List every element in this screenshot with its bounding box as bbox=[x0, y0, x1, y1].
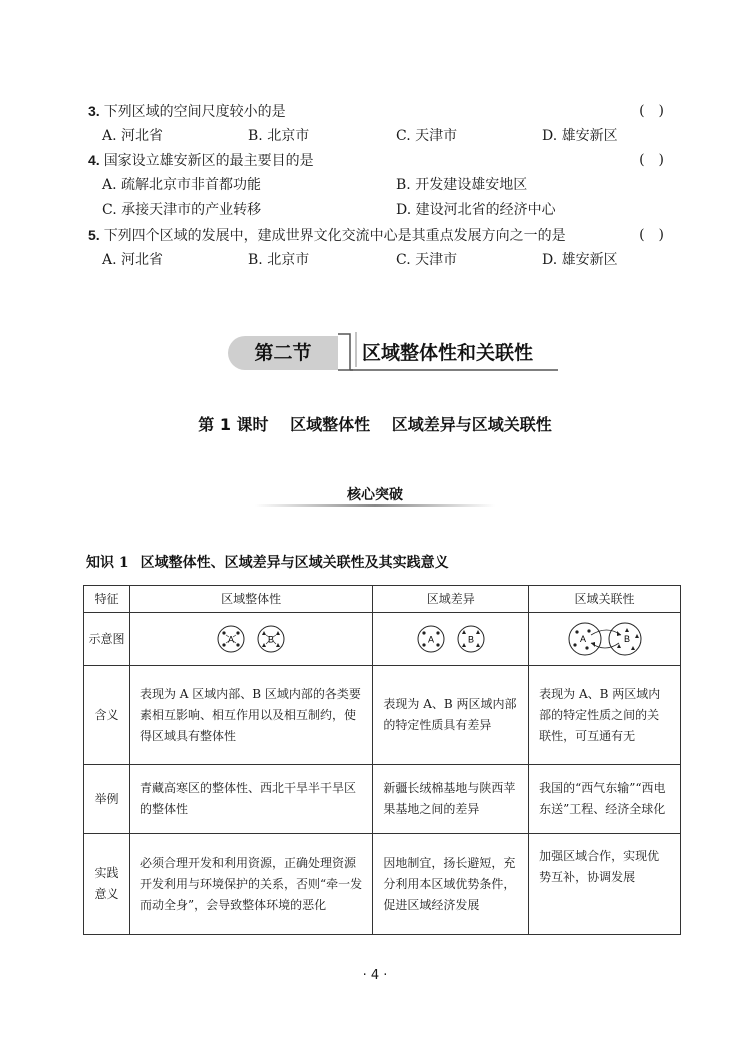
option-c: C. 承接天津市的产业转移 bbox=[102, 202, 262, 218]
region-a-label: A bbox=[427, 634, 434, 645]
knowledge-title: 区域整体性、区域差异与区域关联性及其实践意义 bbox=[140, 555, 449, 571]
question-number: 5. bbox=[88, 227, 100, 243]
table-cell: 加强区域合作，实现优势互补，协调发展 bbox=[529, 834, 681, 935]
option-a: A. 河北省 bbox=[102, 128, 164, 144]
section-title: 区域整体性和关联性 bbox=[362, 342, 534, 364]
option-d: D. 雄安新区 bbox=[542, 252, 618, 268]
table-row-diagram bbox=[84, 613, 681, 666]
diagram-integrity bbox=[129, 613, 372, 666]
table-cell: 我国的“西气东输”“西电东送”工程、经济全球化 bbox=[529, 765, 681, 834]
diagram-connectivity bbox=[529, 613, 681, 666]
table-cell: 表现为 A、B 两区域内部的特定性质之间的关联性，可互通有无 bbox=[529, 666, 681, 765]
option-c: C. 天津市 bbox=[396, 252, 458, 268]
knowledge-heading bbox=[86, 552, 449, 572]
core-underline bbox=[255, 504, 495, 507]
lesson-title-2: 区域差异与区域关联性 bbox=[391, 415, 552, 434]
table-header: 区域差异 bbox=[373, 586, 529, 613]
region-a-integrity-diagram bbox=[216, 624, 246, 654]
core-heading: 核心突破 bbox=[347, 487, 403, 503]
region-a-label: A bbox=[228, 634, 235, 645]
question-stem: 下列区域的空间尺度较小的是 bbox=[103, 104, 286, 120]
row-label: 实践意义 bbox=[84, 834, 130, 935]
table-cell: 因地制宜，扬长避短，充分利用本区域优势条件，促进区域经济发展 bbox=[373, 834, 529, 935]
region-ab-connectivity-diagram bbox=[555, 621, 655, 657]
knowledge-table bbox=[83, 585, 681, 935]
row-label: 含义 bbox=[84, 666, 130, 765]
row-label: 举例 bbox=[84, 765, 130, 834]
page-number: · 4 · bbox=[362, 968, 388, 983]
table-header-row bbox=[84, 586, 681, 613]
answer-paren: () bbox=[639, 227, 678, 243]
table-header: 区域整体性 bbox=[129, 586, 372, 613]
option-d: D. 雄安新区 bbox=[542, 128, 618, 144]
option-a: A. 河北省 bbox=[102, 252, 164, 268]
table-header: 特征 bbox=[84, 586, 130, 613]
section-banner bbox=[228, 330, 558, 372]
table-header: 区域关联性 bbox=[529, 586, 681, 613]
question-stem: 国家设立雄安新区的最主要目的是 bbox=[103, 153, 314, 169]
option-b: B. 北京市 bbox=[248, 128, 310, 144]
region-b-label: B bbox=[467, 634, 474, 645]
lesson-number: 第 1 课时 bbox=[198, 415, 269, 434]
region-b-integrity-diagram bbox=[256, 624, 286, 654]
option-c: C. 天津市 bbox=[396, 128, 458, 144]
table-cell: 新疆长绒棉基地与陕西苹果基地之间的差异 bbox=[373, 765, 529, 834]
table-row-example bbox=[84, 765, 681, 834]
question-4 bbox=[88, 151, 678, 170]
table-cell: 表现为 A 区域内部、B 区域内部的各类要素相互影响、相互作用以及相互制约，使得区域具有整体性 bbox=[129, 666, 372, 765]
option-b: B. 北京市 bbox=[248, 252, 310, 268]
table-cell: 必须合理开发和利用资源，正确处理资源开发利用与环境保护的关系，否则“牵一发而动全身”，会导致整体环境的恶化 bbox=[129, 834, 372, 935]
section-label: 第二节 bbox=[228, 336, 338, 370]
region-b-difference-diagram bbox=[456, 624, 486, 654]
table-row-meaning bbox=[84, 666, 681, 765]
question-3 bbox=[88, 102, 678, 121]
answer-paren: () bbox=[639, 152, 678, 168]
question-stem: 下列四个区域的发展中，建成世界文化交流中心是其重点发展方向之一的是 bbox=[103, 228, 566, 244]
table-row-practice bbox=[84, 834, 681, 935]
question-number: 4. bbox=[88, 152, 100, 168]
question-number: 3. bbox=[88, 103, 100, 119]
row-label: 示意图 bbox=[84, 613, 130, 666]
region-a-difference-diagram bbox=[416, 624, 446, 654]
answer-paren: () bbox=[639, 103, 678, 119]
option-a: A. 疏解北京市非首都功能 bbox=[102, 177, 262, 193]
lesson-title-1: 区域整体性 bbox=[290, 415, 371, 434]
lesson-title bbox=[0, 412, 750, 435]
option-b: B. 开发建设雄安地区 bbox=[396, 177, 528, 193]
diagram-difference bbox=[373, 613, 529, 666]
knowledge-label: 知识 1 bbox=[86, 555, 129, 571]
region-b-label: B bbox=[268, 634, 275, 645]
table-cell: 青藏高寒区的整体性、西北干旱半干旱区的整体性 bbox=[129, 765, 372, 834]
table-cell: 表现为 A、B 两区域内部的特定性质具有差异 bbox=[373, 666, 529, 765]
option-d: D. 建设河北省的经济中心 bbox=[396, 202, 556, 218]
region-a-label: A bbox=[579, 634, 586, 644]
question-5 bbox=[88, 226, 678, 245]
region-b-label: B bbox=[623, 634, 630, 644]
